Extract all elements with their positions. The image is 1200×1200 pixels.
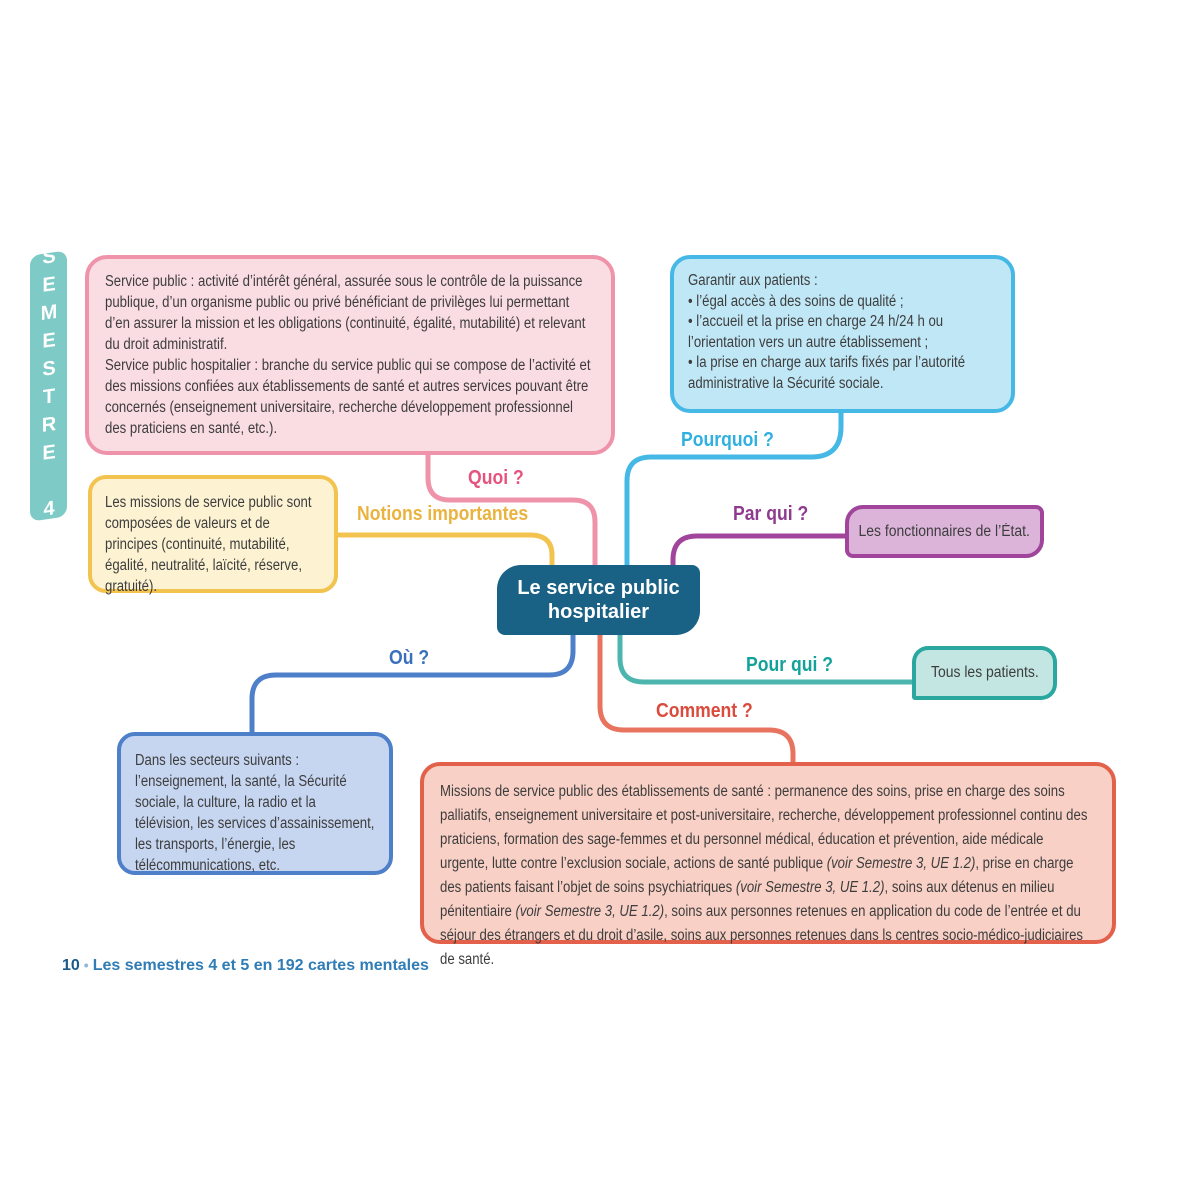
- ou-text: Dans les secteurs suivants : l’enseignement, la santé, la Sécurité sociale, la culture, la radio et la télévision, les services d’assainissement, les transports, l’énergie, les télécommunications, etc.: [135, 752, 375, 874]
- book-title: Les semestres 4 et 5 en 192 cartes mentales: [92, 957, 429, 974]
- comment-box: [420, 762, 1116, 968]
- par-qui-box: [845, 505, 1044, 558]
- par-qui-text: Les fonctionnaires de l’État.: [858, 522, 1031, 540]
- garantir-box: [670, 255, 1015, 413]
- semester-ribbon-label: SEMESTRE 4: [38, 244, 60, 528]
- comment-text: Missions de service public des établissements de santé : permanence des soins, prise en charge des soins palliatifs, enseignement universitaire et post-universitaire, recherche, développement professionnel continu des praticiens, formation des sage-femmes et du personnel médical, éducation et prévention, aide médicale urgente, lutte contre l’exclusion sociale, actions de santé publique (voir Semestre 3, UE 1.2), prise en charge des patients faisant l’objet de soins psychiatriques (voir Semestre 3, UE 1.2), soins aux détenus en milieu pénitentiaire (voir Semestre 3, UE 1.2), soins aux personnes retenues en application du code de l’entrée et du séjour des étrangers et du droit d’asile, soins aux personnes retenues dans ls centres socio-médico-judiciaires de santé.: [440, 783, 1088, 968]
- garantir-intro: Garantir aux patients :: [688, 272, 818, 289]
- branch-label-pourquoi: Pourquoi ?: [681, 429, 774, 451]
- notions-box: [88, 475, 338, 593]
- branch-label-comment: Comment ?: [656, 700, 753, 722]
- bullet-icon: •: [688, 292, 693, 310]
- semester-ribbon: [30, 244, 67, 528]
- pour-qui-text: Tous les patients.: [930, 664, 1039, 681]
- bullet-icon: •: [688, 354, 693, 371]
- garantir-item: • l’égal accès à des soins de qualité ;: [688, 292, 904, 310]
- page-footer: [62, 957, 429, 975]
- ou-box: [117, 732, 393, 875]
- footer-separator-icon: •: [83, 957, 89, 973]
- branch-label-par-qui: Par qui ?: [733, 503, 809, 525]
- bullet-icon: •: [688, 313, 693, 330]
- definition-paragraph-service-public-hospitalier: Service public hospitalier : branche du service public qui se compose de l’activité et des missions confiées aux établissements de santé et autres services pouvant être concernés (enseignement universitaire, recherche développement professionnel des praticiens en santé, etc.).: [105, 357, 591, 437]
- garantir-item: • la prise en charge aux tarifs fixés par l’autorité administrative la Sécurité sociale.: [688, 354, 966, 392]
- garantir-item: • l’accueil et la prise en charge 24 h/24 h ou l’orientation vers un autre établissement ;: [688, 313, 944, 351]
- central-topic-node: [497, 565, 700, 635]
- definition-paragraph-service-public: Service public : activité d’intérêt général, assurée sous le contrôle de la puissance publique, d’un organisme public ou privé bénéficiant de privilèges lui permettant d’en assurer la mission et les obligations (continuité, égalité, mutabilité) et relevant du droit administratif.: [105, 273, 586, 353]
- connector-notions: [336, 535, 552, 567]
- connector-comment: [600, 633, 793, 764]
- pour-qui-box: [912, 646, 1057, 700]
- branch-label-pour-qui: Pour qui ?: [746, 654, 834, 676]
- page-number: 10: [62, 957, 80, 974]
- notions-text: Les missions de service public sont composées de valeurs et de principes (continuité, mutabilité, égalité, neutralité, laïcité, réserve, gratuité).: [105, 494, 312, 595]
- branch-label-quoi: Quoi ?: [468, 467, 524, 489]
- branch-label-ou: Où ?: [389, 647, 430, 669]
- definition-box: [85, 255, 615, 455]
- central-topic-title: Le service public hospitalier: [517, 577, 680, 623]
- connector-par-qui: [673, 536, 847, 567]
- branch-label-notions: Notions importantes: [357, 503, 529, 525]
